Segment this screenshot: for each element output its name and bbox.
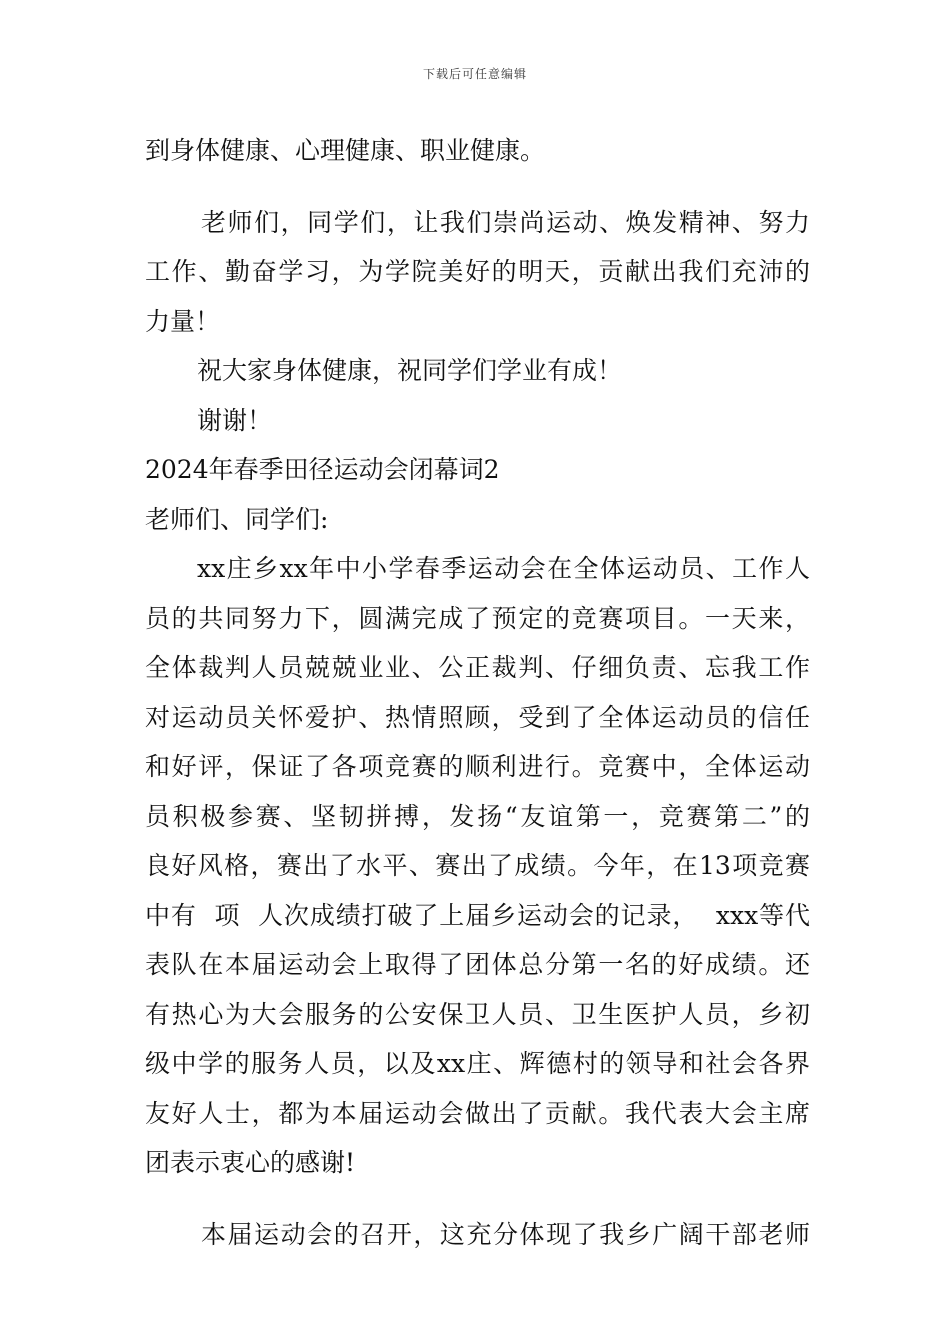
- text-line: 对运动员关怀爱护、热情照顾，受到了全体运动员的信任: [145, 702, 810, 732]
- text-line: 员的共同努力下，圆满完成了预定的竞赛项目。一天来，: [145, 603, 810, 633]
- document-body: [145, 126, 810, 1259]
- text-line: 中有 项 人次成绩打破了上届乡运动会的记录， xxx等代: [145, 900, 810, 930]
- text-line: 全体裁判人员兢兢业业、公正裁判、仔细负责、忘我工作: [145, 653, 810, 682]
- text-line: 友好人士，都为本届运动会做出了贡献。我代表大会主席: [145, 1098, 810, 1128]
- page-header: 下载后可任意编辑: [422, 67, 527, 81]
- text-line: 工作、勤奋学习，为学院美好的明天，贡献出我们充沛的: [145, 257, 810, 286]
- text-line: 本届运动会的召开，这充分体现了我乡广阔干部老师: [201, 1219, 810, 1249]
- text-line: 良好风格，赛出了水平、赛出了成绩。今年，在13项竞赛: [145, 851, 810, 880]
- text-line: 和好评，保证了各项竞赛的顺利进行。竞赛中，全体运动: [145, 752, 810, 781]
- text-line: 表队在本届运动会上取得了团体总分第一名的好成绩。还: [145, 950, 810, 979]
- salutation: 老师们、同学们:: [145, 504, 329, 534]
- text-line: 有热心为大会服务的公安保卫人员、卫生医护人员，乡初: [145, 999, 810, 1029]
- text-line: 祝大家身体健康，祝同学们学业有成！: [197, 356, 623, 385]
- text-line: 谢谢！: [197, 405, 273, 435]
- text-line: 到身体健康、心理健康、职业健康。: [145, 136, 546, 165]
- text-line: 级中学的服务人员，以及xx庄、辉德村的领导和社会各界: [145, 1049, 810, 1078]
- text-line: 老师们，同学们，让我们崇尚运动、焕发精神、努力: [201, 207, 810, 237]
- text-line: 员积极参赛、坚韧拼搏，发扬“友谊第一，竞赛第二”的: [145, 801, 810, 831]
- text-line: 力量！: [145, 306, 221, 336]
- text-line: 团表示衷心的感谢!: [145, 1148, 356, 1177]
- text-line: xx庄乡xx年中小学春季运动会在全体运动员、工作人: [197, 554, 810, 583]
- section-title: 2024年春季田径运动会闭幕词2: [145, 455, 500, 484]
